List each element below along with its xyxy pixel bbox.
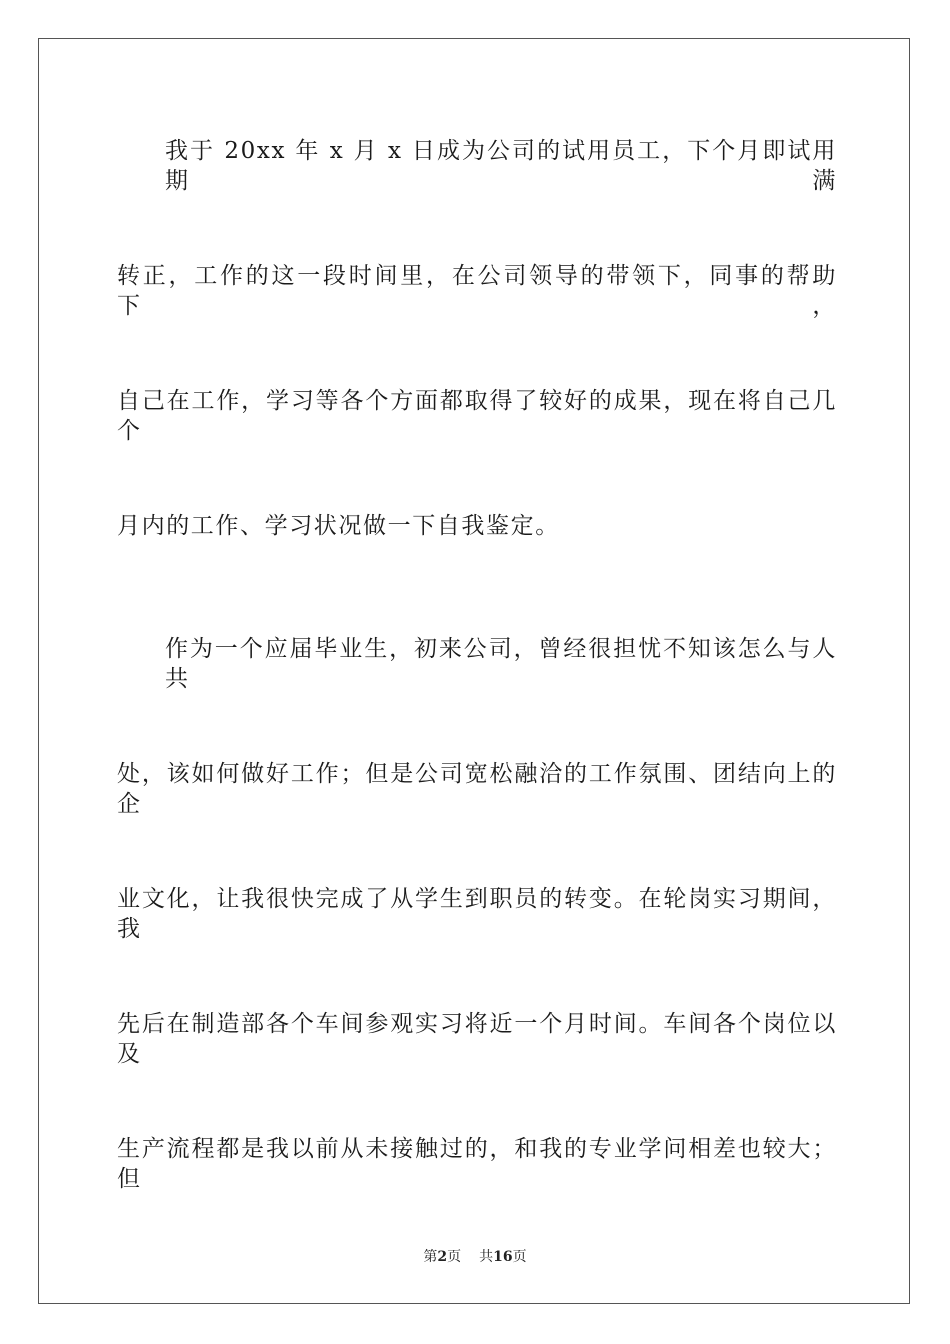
paragraph-2-line-2: 处，该如何做好工作；但是公司宽松融洽的工作氛围、团结向上的企 xyxy=(117,761,837,817)
page-prefix: 第 xyxy=(423,1249,438,1265)
total-pages-number: 16 xyxy=(493,1249,513,1265)
paragraph-2-line-1: 作为一个应届毕业生，初来公司，曾经很担忧不知该怎么与人共 xyxy=(165,636,837,692)
paragraph-2-line-5: 生产流程都是我以前从未接触过的，和我的专业学问相差也较大；但 xyxy=(117,1136,837,1192)
page-footer xyxy=(0,1248,950,1266)
page-suffix: 页 xyxy=(447,1249,462,1265)
paragraph-1-line-4: 月内的工作、学习状况做一下自我鉴定。 xyxy=(117,513,560,539)
paragraph-1-line-2: 转正，工作的这一段时间里，在公司领导的带领下，同事的帮助下， xyxy=(117,263,837,319)
paragraph-1-line-1: 我于 20xx 年 x 月 x 日成为公司的试用员工，下个月即试用期满 xyxy=(165,138,837,194)
total-prefix: 共 xyxy=(479,1249,494,1265)
paragraph-2-line-3: 业文化，让我很快完成了从学生到职员的转变。在轮岗实习期间，我 xyxy=(117,886,837,942)
total-suffix: 页 xyxy=(512,1249,527,1265)
paragraph-1-line-3: 自己在工作，学习等各个方面都取得了较好的成果，现在将自己几个 xyxy=(117,388,837,444)
paragraph-2-line-4: 先后在制造部各个车间参观实习将近一个月时间。车间各个岗位以及 xyxy=(117,1011,837,1067)
current-page-number: 2 xyxy=(437,1249,448,1265)
